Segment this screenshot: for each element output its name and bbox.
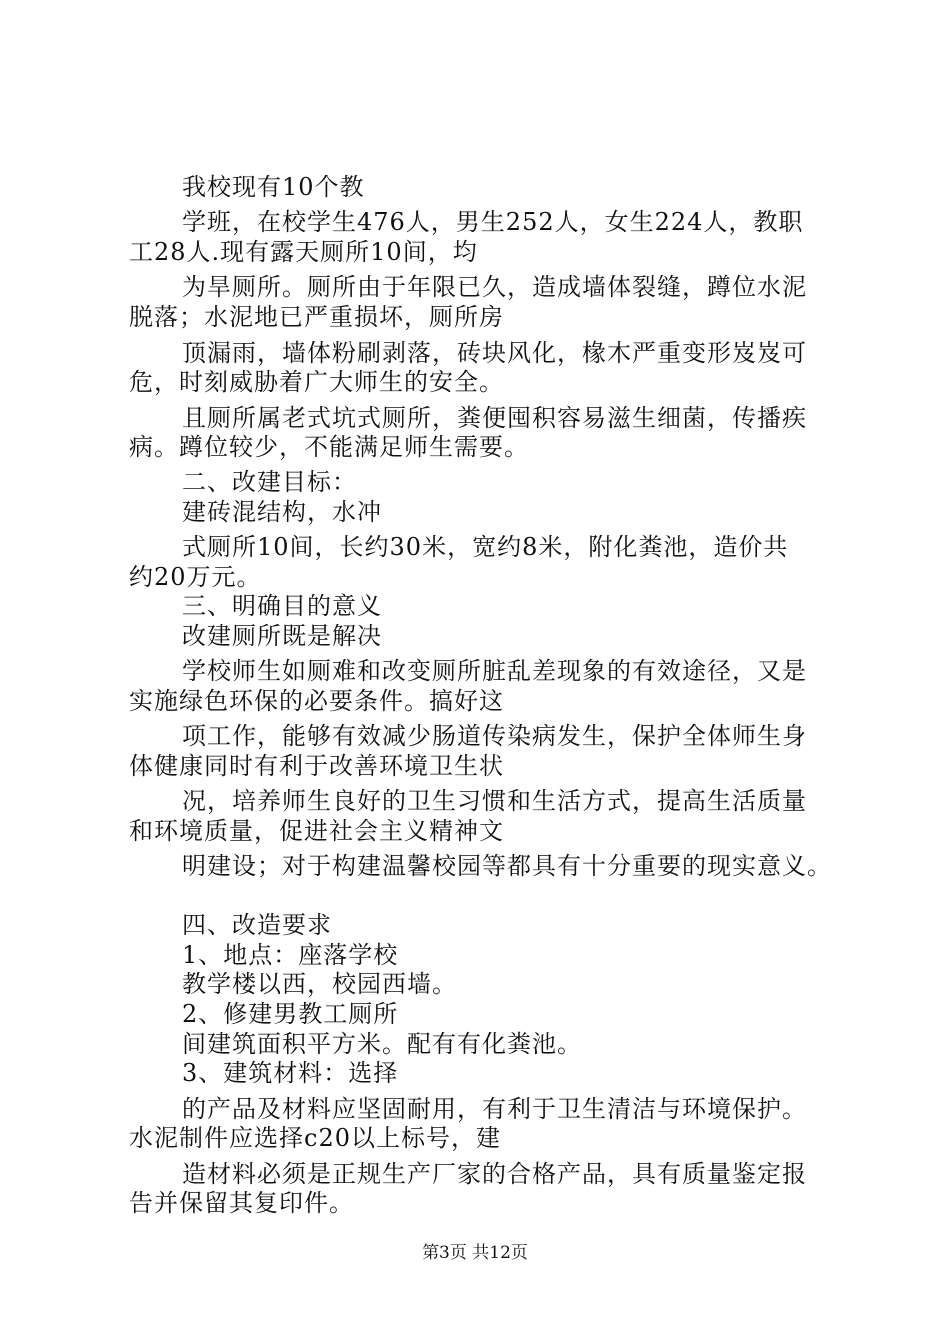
text-line: 且厕所属老式坑式厕所，粪便囤积容易滋生细菌，传播疾 bbox=[182, 404, 807, 432]
text-line: 2、修建男教工厕所 bbox=[182, 1000, 399, 1028]
text-line: 水泥制件应选择c20以上标号，建 bbox=[129, 1124, 501, 1152]
text-line: 告并保留其复印件。 bbox=[129, 1189, 354, 1217]
section-heading: 二、改建目标： bbox=[182, 468, 357, 496]
section-heading: 三、明确目的意义 bbox=[182, 592, 382, 620]
text-line: 教学楼以西，校园西墙。 bbox=[182, 970, 457, 998]
text-line: 3、建筑材料：选择 bbox=[182, 1059, 399, 1087]
text-line: 的产品及材料应坚固耐用，有利于卫生清洁与环境保护。 bbox=[182, 1095, 807, 1123]
text-line: 顶漏雨，墙体粉刷剥落，砖块风化，椽木严重变形岌岌可 bbox=[182, 339, 807, 367]
text-line: 学班，在校学生476人，男生252人，女生224人，教职 bbox=[182, 208, 804, 236]
text-line: 式厕所10间，长约30米，宽约8米，附化粪池，造价共 bbox=[182, 533, 789, 561]
text-line: 危，时刻威胁着广大师生的安全。 bbox=[129, 368, 504, 396]
text-line: 改建厕所既是解决 bbox=[182, 622, 382, 650]
text-line: 况，培养师生良好的卫生习惯和生活方式，提高生活质量 bbox=[182, 787, 807, 815]
text-line: 脱落；水泥地已严重损坏，厕所房 bbox=[129, 303, 504, 331]
text-line: 我校现有10个教 bbox=[182, 173, 365, 201]
text-line: 明建设；对于构建温馨校园等都具有十分重要的现实意义。 bbox=[182, 852, 832, 880]
page-footer: 第3页 共12页 bbox=[422, 1243, 528, 1263]
text-line: 1、地点：座落学校 bbox=[182, 941, 399, 969]
text-line: 学校师生如厕难和改变厕所脏乱差现象的有效途径，又是 bbox=[182, 657, 807, 685]
text-line: 建砖混结构，水冲 bbox=[182, 498, 382, 526]
text-line: 间建筑面积平方米。配有有化粪池。 bbox=[182, 1030, 582, 1058]
section-heading: 四、改造要求 bbox=[182, 911, 332, 939]
text-line: 和环境质量，促进社会主义精神文 bbox=[129, 817, 504, 845]
text-line: 造材料必须是正规生产厂家的合格产品，具有质量鉴定报 bbox=[182, 1160, 807, 1188]
text-line: 为旱厕所。厕所由于年限已久，造成墙体裂缝，蹲位水泥 bbox=[182, 273, 807, 301]
text-line: 工28人.现有露天厕所10间，均 bbox=[129, 238, 478, 266]
text-line: 约20万元。 bbox=[129, 563, 262, 591]
text-line: 病。蹲位较少，不能满足师生需要。 bbox=[129, 433, 529, 461]
text-line: 实施绿色环保的必要条件。搞好这 bbox=[129, 687, 504, 715]
text-line: 体健康同时有利于改善环境卫生状 bbox=[129, 752, 504, 780]
text-line: 项工作，能够有效减少肠道传染病发生，保护全体师生身 bbox=[182, 722, 807, 750]
